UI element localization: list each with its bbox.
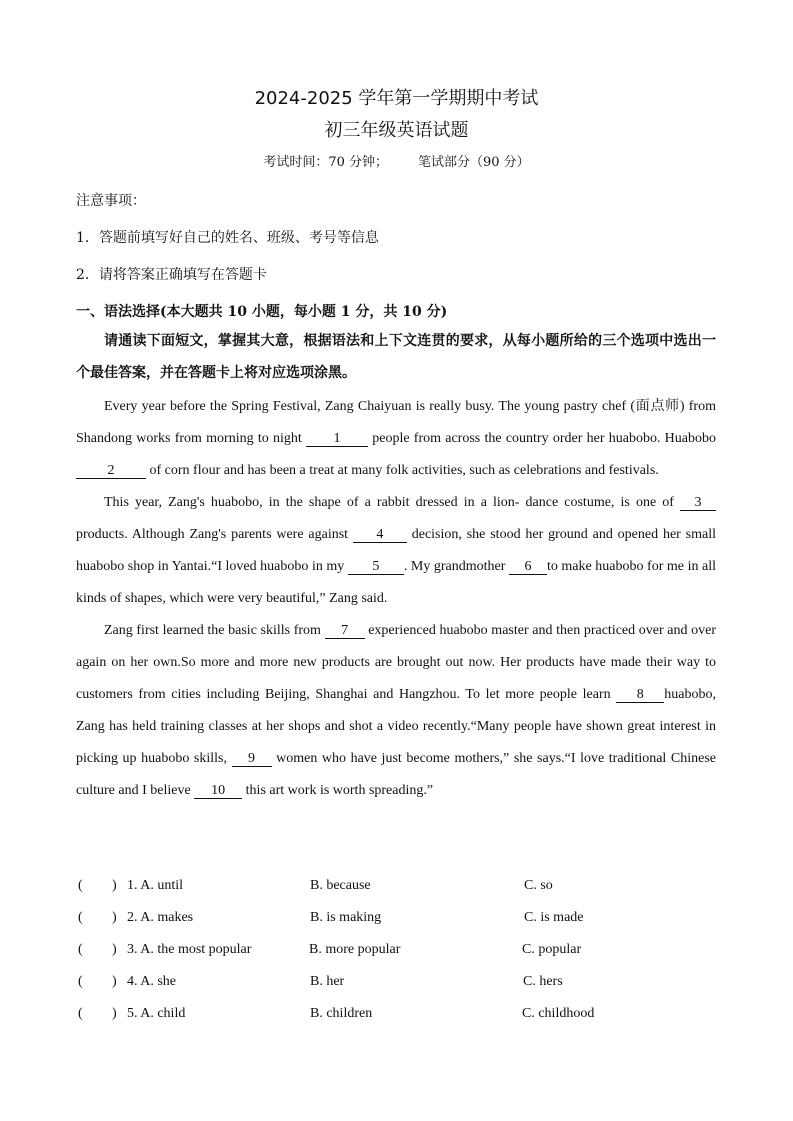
option-c: C. popular bbox=[522, 942, 582, 957]
answer-bracket-close: ) bbox=[112, 974, 117, 989]
option-b: B. is making bbox=[310, 910, 382, 925]
option-b: B. children bbox=[310, 1006, 373, 1021]
passage-text: experienced huabobo master and then practiced over and over again on her own.So more and more new products are brought out now. Her products have made their way to customers from cities including Beijing, Shanghai and Hangzhou. To let more people learn bbox=[76, 623, 716, 702]
blank-6: 6 bbox=[509, 559, 547, 575]
passage-text: . My grandmother bbox=[403, 559, 509, 574]
blank-5: 5 bbox=[348, 559, 404, 575]
blank-1: 1 bbox=[306, 431, 368, 447]
section-title: 一、语法选择(本大题共 10 小题，每小题 1 分，共 10 分) bbox=[76, 304, 448, 320]
blank-7: 7 bbox=[325, 623, 365, 639]
option-a: 3. A. the most popular bbox=[127, 942, 252, 957]
exam-subtitle: 初三年级英语试题 bbox=[324, 120, 469, 141]
note-item-1: 1．答题前填写好自己的姓名、班级、考号等信息 bbox=[76, 230, 379, 246]
option-c: C. childhood bbox=[522, 1006, 595, 1021]
blank-10: 10 bbox=[194, 783, 242, 799]
blank-8: 8 bbox=[616, 687, 664, 703]
answer-bracket-open: ( bbox=[78, 1006, 83, 1021]
answer-bracket-close: ) bbox=[112, 942, 117, 957]
answer-bracket-open: ( bbox=[78, 974, 83, 989]
answer-bracket-open: ( bbox=[78, 878, 83, 893]
passage-text: this art work is worth spreading.” bbox=[242, 783, 434, 798]
note-item-2: 2．请将答案正确填写在答题卡 bbox=[76, 267, 267, 283]
passage-text: This year, Zang's huabobo, in the shape of a rabbit dressed in a lion- dance costume, is one of bbox=[104, 495, 680, 510]
passage bbox=[76, 391, 716, 807]
passage-text: Every year before the Spring Festival, Zang Chaiyuan is really busy. The young pastry chef (面点师) from Shandong works from morning to night bbox=[76, 399, 716, 446]
answer-bracket-close: ) bbox=[112, 878, 117, 893]
passage-paragraph-1 bbox=[76, 391, 716, 487]
blank-9: 9 bbox=[232, 751, 272, 767]
answer-bracket-open: ( bbox=[78, 910, 83, 925]
option-a: 2. A. makes bbox=[127, 910, 194, 925]
option-a: 5. A. child bbox=[127, 1006, 186, 1021]
score-info: 笔试部分（90 分） bbox=[418, 155, 530, 170]
exam-title: 2024-2025 学年第一学期期中考试 bbox=[254, 88, 539, 109]
answer-bracket-open: ( bbox=[78, 942, 83, 957]
passage-text: products. Although Zang's parents were against bbox=[76, 527, 353, 542]
option-c: C. hers bbox=[523, 974, 563, 989]
passage-text: Zang first learned the basic skills from bbox=[104, 623, 325, 638]
answer-bracket-close: ) bbox=[112, 1006, 117, 1021]
blank-3: 3 bbox=[680, 495, 716, 511]
notes-heading: 注意事项： bbox=[76, 193, 146, 209]
option-b: B. more popular bbox=[309, 942, 401, 957]
option-c: C. is made bbox=[524, 910, 584, 925]
time-info: 考试时间：70 分钟； bbox=[263, 155, 388, 170]
option-b: B. her bbox=[310, 974, 345, 989]
instruction-text: 请通读下面短文，掌握其大意，根据语法和上下文连贯的要求，从每小题所给的三个选项中选出一个最佳答案，并在答题卡上将对应选项涂黑。 bbox=[76, 333, 716, 381]
option-a: 4. A. she bbox=[127, 974, 176, 989]
passage-text: of corn flour and has been a treat at many folk activities, such as celebrations and festivals. bbox=[146, 463, 659, 478]
passage-text: huabobo, Zang has held training classes at her shops and shot a video recently.“Many people have shown great interest in picking up huabobo skills, bbox=[76, 687, 716, 766]
option-a: 1. A. until bbox=[127, 878, 184, 893]
blank-2: 2 bbox=[76, 463, 146, 479]
section-instruction bbox=[76, 325, 716, 389]
passage-text: people from across the country order her huabobo. Huabobo bbox=[368, 431, 717, 446]
passage-text: decision, she stood her ground and opened her small huabobo shop in Yantai.“I loved huabobo in my bbox=[76, 527, 716, 574]
passage-paragraph-2 bbox=[76, 487, 716, 615]
passage-text: to make huabobo for me in all kinds of shapes, which were very beautiful,” Zang said. bbox=[76, 559, 717, 606]
answer-bracket-close: ) bbox=[112, 910, 117, 925]
exam-info bbox=[0, 151, 793, 170]
passage-paragraph-3 bbox=[76, 615, 716, 807]
passage-text: women who have just become mothers,” she says.“I love traditional Chinese culture and I believe bbox=[76, 751, 716, 798]
option-b: B. because bbox=[310, 878, 371, 893]
blank-4: 4 bbox=[353, 527, 407, 543]
option-c: C. so bbox=[524, 878, 553, 893]
